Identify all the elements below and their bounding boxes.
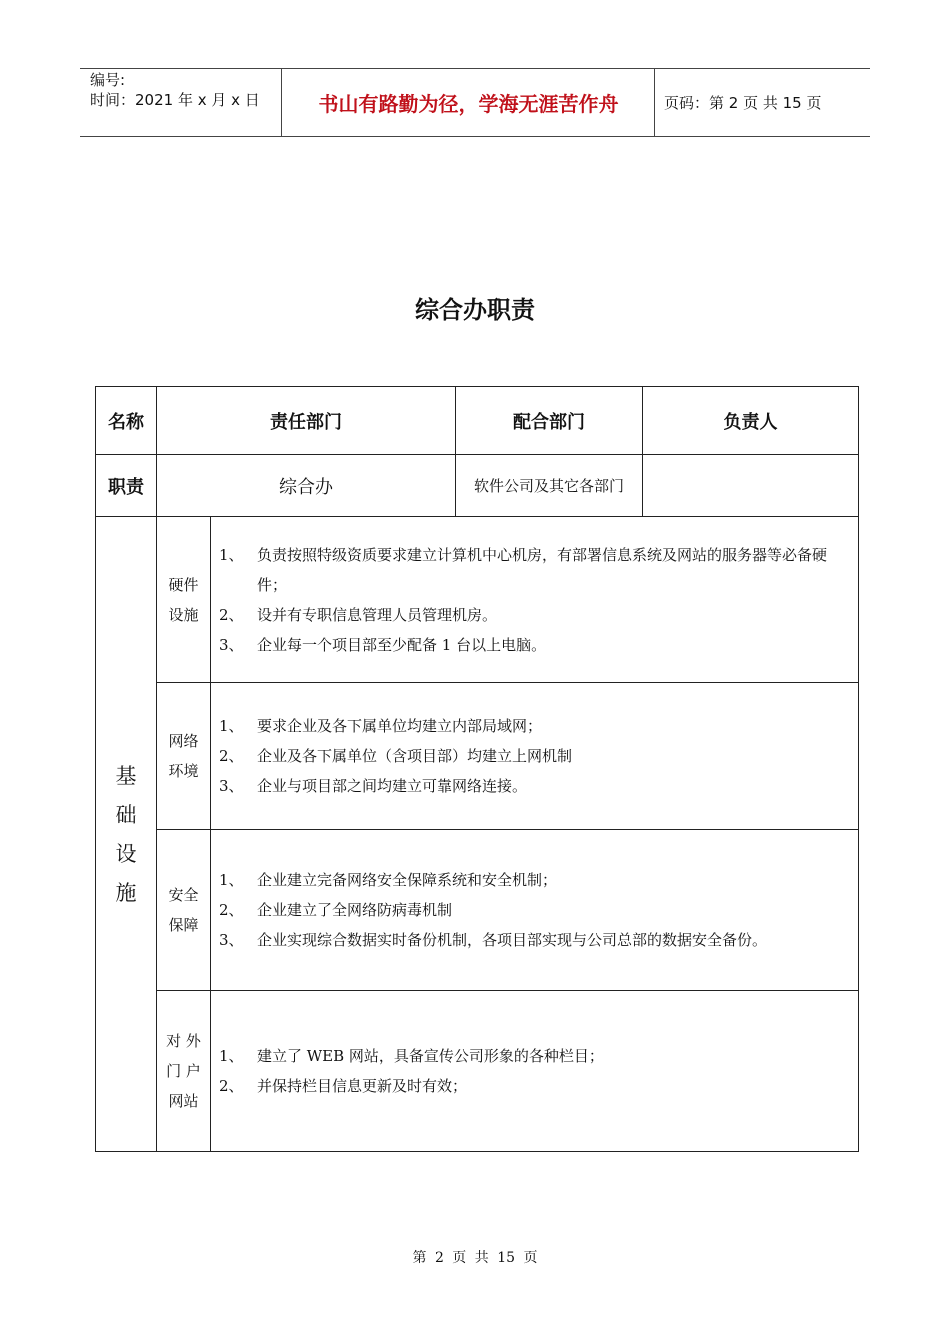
header-divider-left [281, 69, 282, 136]
list-item [219, 771, 850, 801]
subcategory-portal-website [157, 991, 211, 1152]
item-text: 负责按照特级资质要求建立计算机中心机房，有部署信息系统及网站的服务器等必备硬件； [257, 545, 828, 594]
list-item [219, 895, 850, 925]
duties-table [95, 386, 859, 1152]
subcategory-line: 对 外 [166, 1032, 201, 1050]
item-number: 3、 [219, 931, 244, 949]
subcategory-line: 网络 [168, 732, 199, 750]
header-bottom-rule [80, 136, 870, 137]
subcategory-line: 保障 [168, 916, 199, 934]
category-char: 础 [115, 802, 137, 827]
item-text: 建立了 WEB 网站，具备宣传公司形象的各种栏目； [257, 1047, 604, 1065]
items-security [211, 830, 859, 991]
header-cooperating-dept: 配合部门 [456, 387, 643, 455]
item-number: 3、 [219, 635, 244, 654]
item-text: 企业建立完备网络安全保障系统和安全机制； [257, 871, 558, 889]
header-top-rule [80, 68, 870, 69]
item-text: 企业与项目部之间均建立可靠网络连接。 [257, 777, 528, 795]
item-text: 企业实现综合数据实时备份机制，各项目部实现与公司总部的数据安全备份。 [257, 931, 768, 949]
category-infrastructure [96, 517, 157, 1152]
item-number: 1、 [219, 871, 244, 889]
list-item [219, 865, 850, 895]
subcategory-line: 设施 [168, 605, 199, 624]
category-char: 设 [115, 841, 137, 866]
list-item [219, 1071, 850, 1101]
subcategory-line: 环境 [168, 762, 199, 780]
item-text: 并保持栏目信息更新及时有效； [257, 1077, 468, 1095]
item-text: 企业建立了全网络防病毒机制 [257, 901, 453, 919]
subcategory-line: 安全 [168, 886, 199, 904]
subcategory-line: 硬件 [168, 575, 199, 594]
item-number: 2、 [219, 605, 244, 624]
header-responsible-dept: 责任部门 [157, 387, 456, 455]
list-item [219, 925, 850, 955]
subcategory-line: 网站 [168, 1092, 199, 1110]
list-item [219, 1041, 850, 1071]
list-item [219, 741, 850, 771]
section-row-network [96, 683, 859, 830]
duty-responsible-dept: 综合办 [157, 455, 456, 517]
item-number: 2、 [219, 1077, 244, 1095]
item-text: 要求企业及各下属单位均建立内部局域网； [257, 717, 543, 735]
item-text: 企业每一个项目部至少配备 1 台以上电脑。 [257, 635, 547, 654]
header-motto: 书山有路勤为径，学海无涯苦作舟 [318, 92, 619, 116]
header-person-in-charge: 负责人 [643, 387, 859, 455]
item-text: 企业及各下属单位（含项目部）均建立上网机制 [257, 747, 573, 765]
item-number: 2、 [219, 747, 244, 765]
subcategory-security [157, 830, 211, 991]
items-portal-website [211, 991, 859, 1152]
page-title: 综合办职责 [415, 295, 535, 324]
list-item [219, 540, 850, 600]
document-number-label: 编号: [90, 71, 126, 89]
duty-person-in-charge [643, 455, 859, 517]
subcategory-network [157, 683, 211, 830]
item-number: 1、 [219, 717, 244, 735]
duty-row [96, 455, 859, 517]
header-name: 名称 [96, 387, 157, 455]
subcategory-line: 门 户 [166, 1062, 201, 1080]
page-footer: 第 2 页 共 15 页 [412, 1250, 538, 1266]
item-number: 1、 [219, 1047, 244, 1065]
category-char: 施 [115, 880, 137, 905]
header-page-info: 页码：第 2 页 共 15 页 [664, 94, 822, 112]
item-number: 1、 [219, 545, 244, 564]
section-row-portal [96, 991, 859, 1152]
category-char: 基 [115, 763, 137, 788]
document-date: 时间：2021 年 x 月 x 日 [90, 91, 260, 109]
duty-label: 职责 [96, 455, 157, 517]
table-header-row [96, 387, 859, 455]
section-row-security [96, 830, 859, 991]
item-text: 设并有专职信息管理人员管理机房。 [257, 605, 498, 624]
item-number: 2、 [219, 901, 244, 919]
header-divider-right [654, 69, 655, 136]
item-number: 3、 [219, 777, 244, 795]
list-item [219, 711, 850, 741]
list-item [219, 630, 850, 660]
items-hardware [211, 517, 859, 683]
section-row-hardware [96, 517, 859, 683]
duty-cooperating-dept: 软件公司及其它各部门 [456, 455, 643, 517]
list-item [219, 600, 850, 630]
subcategory-hardware [157, 517, 211, 683]
items-network [211, 683, 859, 830]
